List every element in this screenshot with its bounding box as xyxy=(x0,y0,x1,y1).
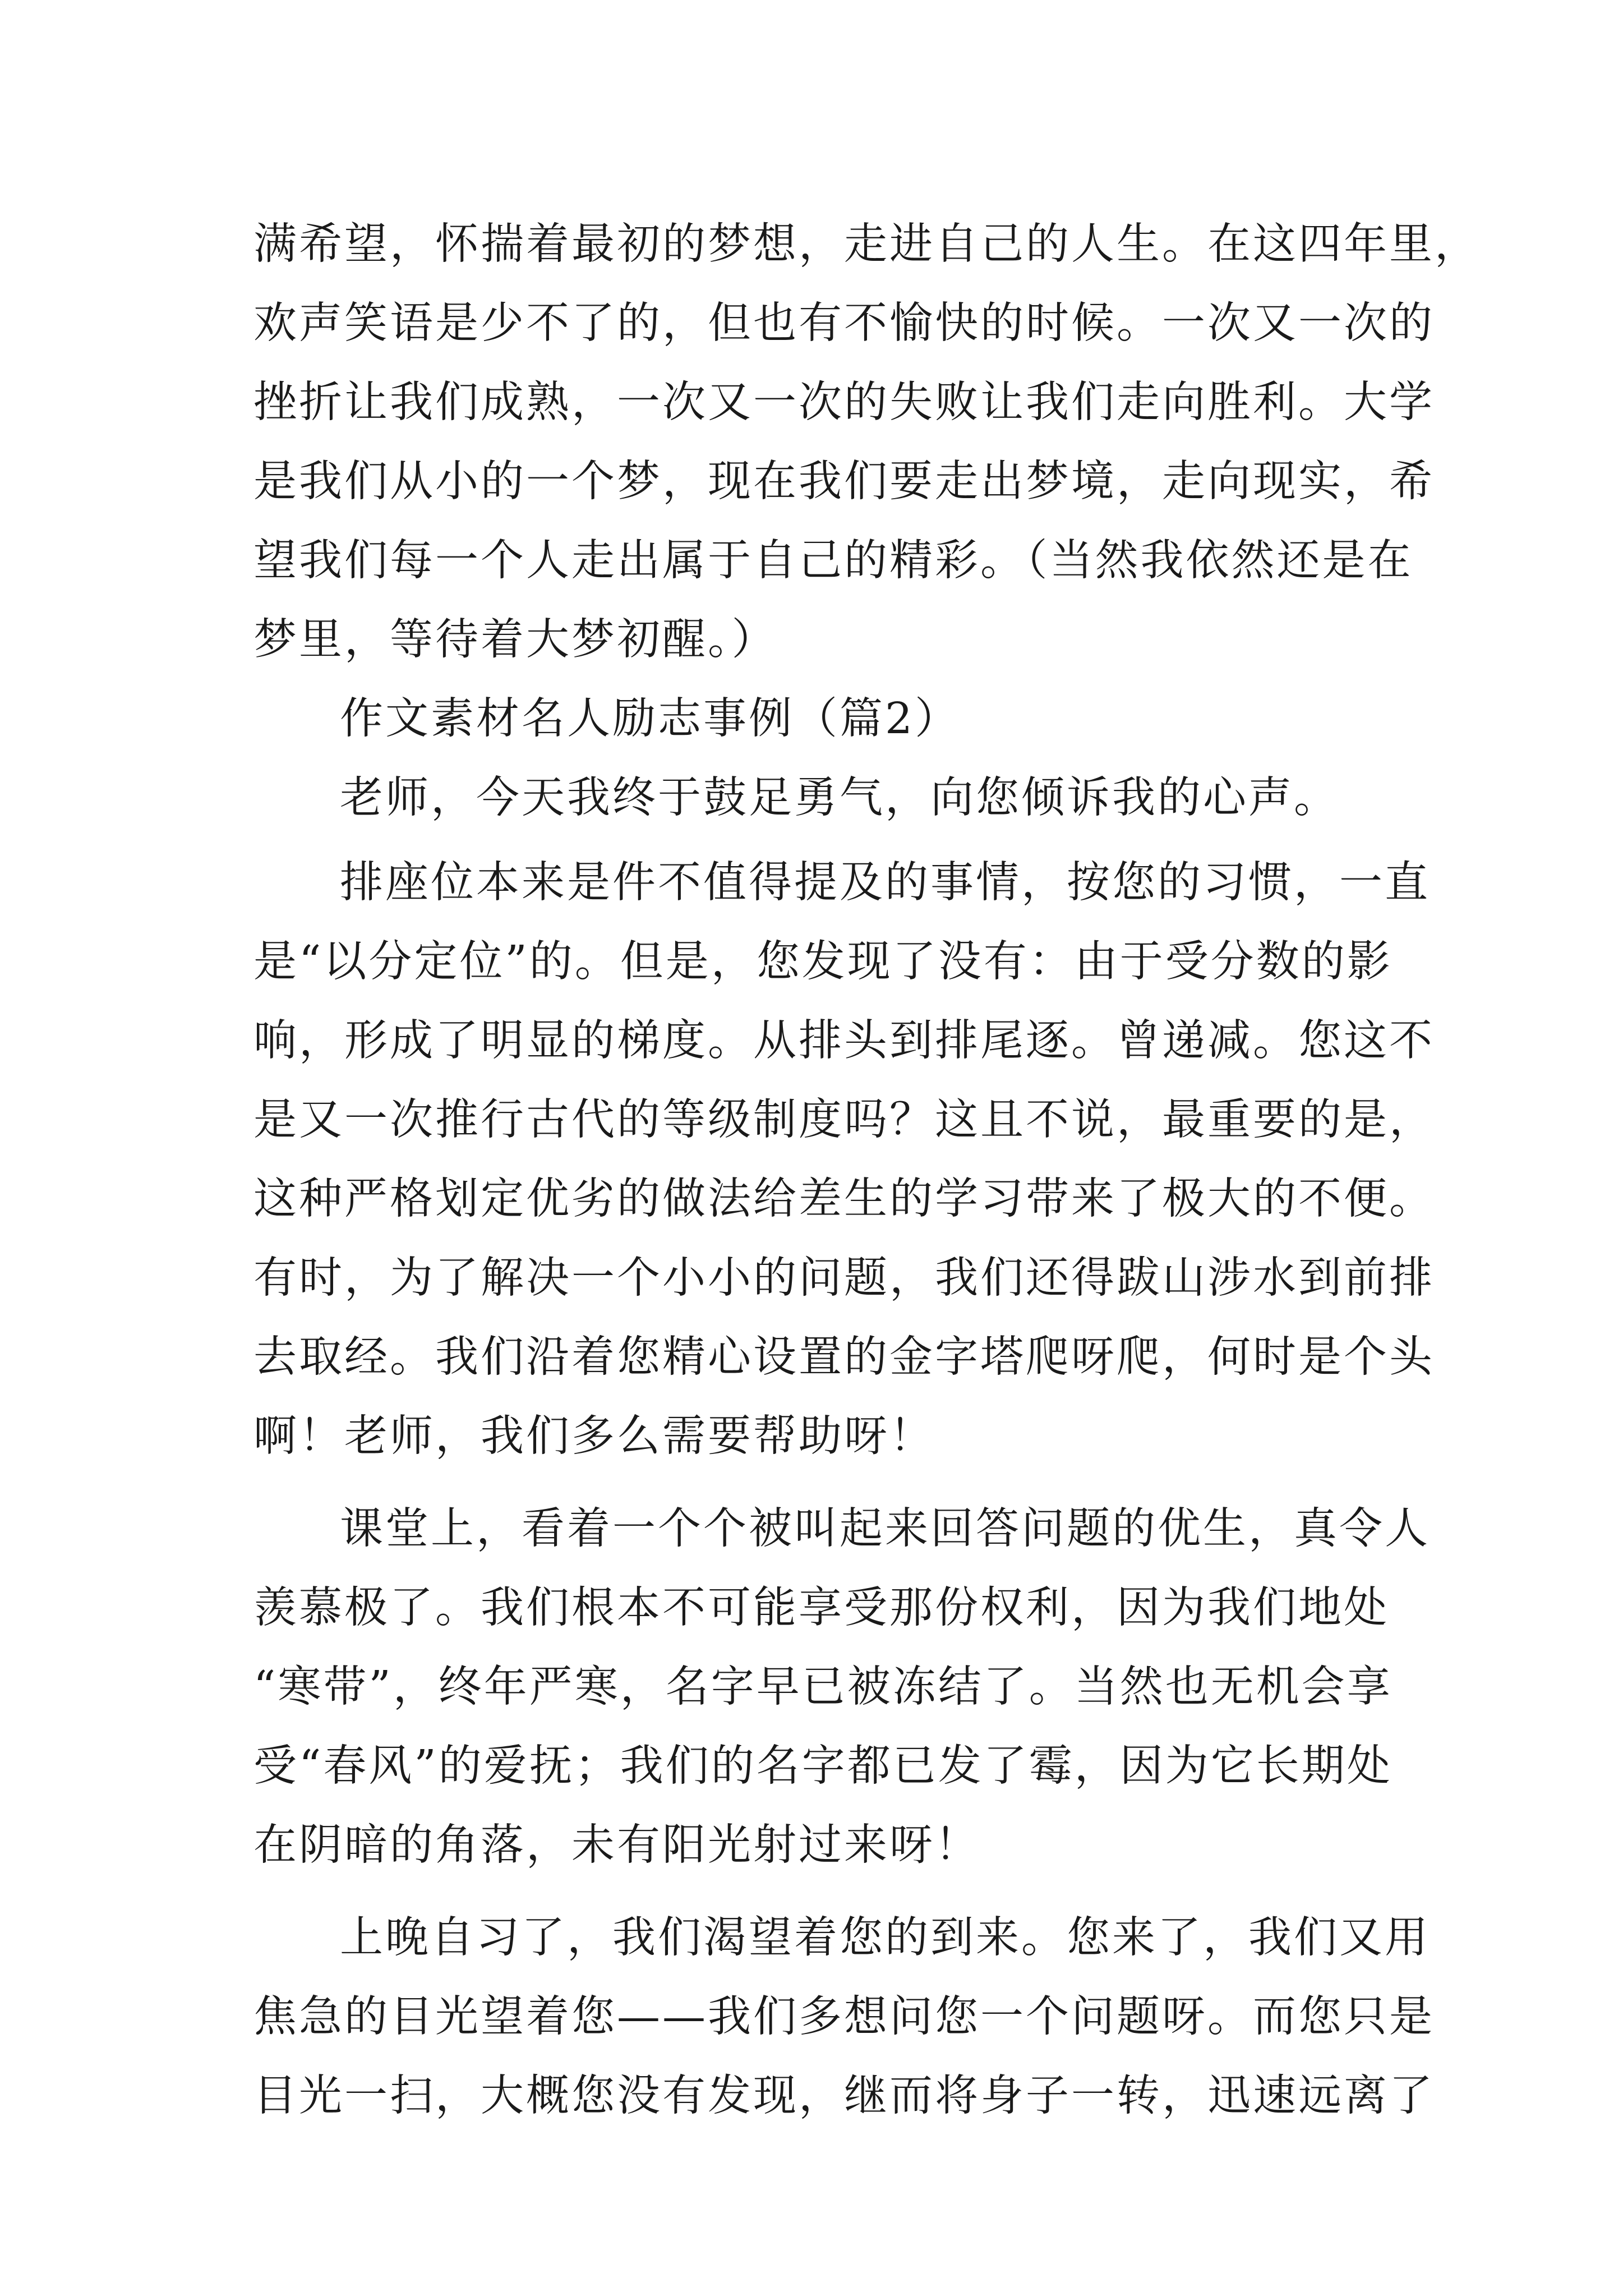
text-line: 在阴暗的角落，未有阳光射过来呀！ xyxy=(253,1820,980,1870)
paragraph-1: 老师，今天我终于鼓足勇气，向您倾诉我的心声。 xyxy=(340,773,1339,823)
text-line: “寒带”，终年严寒，名字早已被冻结了。当然也无机会享 xyxy=(253,1662,1393,1712)
text-line: 目光一扫，大概您没有发现，继而将身子一转，迅速远离了 xyxy=(253,2071,1435,2121)
paragraph-2 xyxy=(253,843,1435,1476)
section-title: 作文素材名人励志事例（篇2） xyxy=(340,694,960,744)
text-line: 梦里，等待着大梦初醒。） xyxy=(253,615,777,665)
text-line: 望我们每一个人走出属于自己的精彩。（当然我依然还是在 xyxy=(253,536,1413,586)
paragraph-4 xyxy=(253,1898,1435,2136)
text-line: 去取经。我们沿着您精心设置的金字塔爬呀爬，何时是个头 xyxy=(253,1332,1435,1382)
text-line: 是“以分定位”的。但是，您发现了没有：由于受分数的影 xyxy=(253,937,1393,987)
text-line: 是又一次推行古代的等级制度吗？这且不说，最重要的是， xyxy=(253,1095,1435,1145)
text-line: 响，形成了明显的梯度。从排头到排尾逐。曾递减。您这不 xyxy=(253,1016,1435,1066)
text-line: 受“春风”的爱抚；我们的名字都已发了霉，因为它长期处 xyxy=(253,1741,1393,1791)
text-line: 啊！老师，我们多么需要帮助呀！ xyxy=(253,1411,935,1461)
text-line: 满希望，怀揣着最初的梦想，走进自己的人生。在这四年里， xyxy=(253,219,1480,269)
text-line: 欢声笑语是少不了的，但也有不愉快的时候。一次又一次的 xyxy=(253,298,1435,348)
text-line: 课堂上，看着一个个被叫起来回答问题的优生，真令人 xyxy=(340,1504,1430,1554)
text-line: 挫折让我们成熟，一次又一次的失败让我们走向胜利。大学 xyxy=(253,378,1435,427)
text-line: 是我们从小的一个梦，现在我们要走出梦境，走向现实，希 xyxy=(253,457,1435,507)
document-body xyxy=(253,205,1480,2136)
text-line: 羡慕极了。我们根本不可能享受那份权利，因为我们地处 xyxy=(253,1583,1389,1633)
text-line: 这种严格划定优劣的做法给差生的学习带来了极大的不便。 xyxy=(253,1174,1435,1224)
paragraph-3 xyxy=(253,1489,1430,1885)
text-line: 有时，为了解决一个小小的问题，我们还得跋山涉水到前排 xyxy=(253,1253,1435,1303)
paragraph-intro-end xyxy=(253,205,1480,679)
text-line: 排座位本来是件不值得提及的事情，按您的习惯，一直 xyxy=(340,858,1430,908)
text-line: 上晚自习了，我们渴望着您的到来。您来了，我们又用 xyxy=(340,1913,1430,1963)
text-line: 焦急的目光望着您——我们多想问您一个问题呀。而您只是 xyxy=(253,1992,1435,2042)
